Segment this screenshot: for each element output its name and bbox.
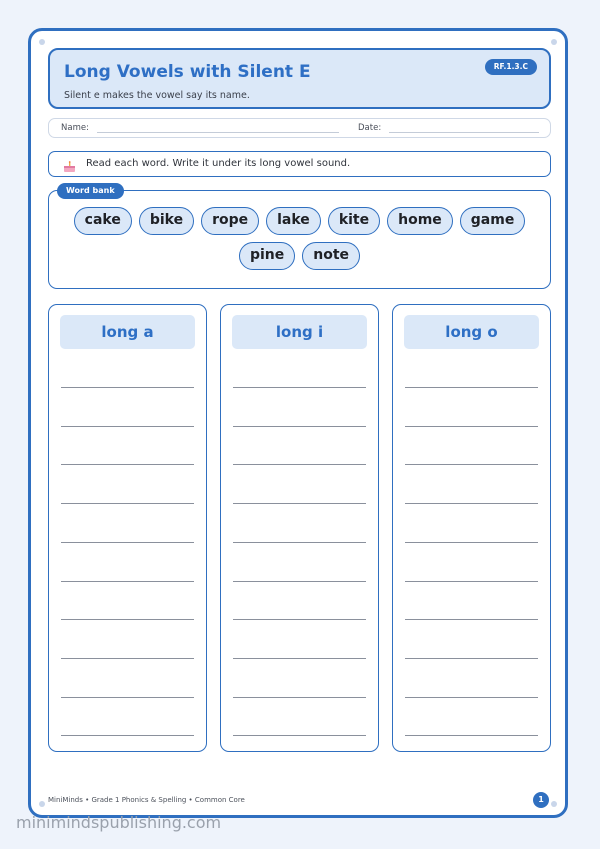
word-bank [48,186,551,289]
word-chip: note [302,242,360,270]
write-line[interactable] [405,542,538,543]
write-line[interactable] [61,697,194,698]
word-chip: pine [239,242,295,270]
instruction-text: Read each word. Write it under its long vowel sound. [86,158,351,169]
write-line[interactable] [233,697,366,698]
word-bank-label: Word bank [57,183,124,199]
date-label: Date: [358,123,382,133]
column-heading: long o [404,315,539,349]
write-line[interactable] [405,581,538,582]
write-line[interactable] [233,581,366,582]
write-line[interactable] [405,658,538,659]
corner-dot [39,801,45,807]
write-line[interactable] [233,735,366,736]
word-chip: game [460,207,526,235]
word-chip: lake [266,207,321,235]
write-line[interactable] [61,503,194,504]
page-number: 1 [533,792,549,808]
write-line[interactable] [233,658,366,659]
write-line[interactable] [233,503,366,504]
write-line[interactable] [61,581,194,582]
word-chip: kite [328,207,380,235]
column-heading: long i [232,315,367,349]
page-subtitle: Silent e makes the vowel say its name. [64,90,250,101]
word-chip: cake [74,207,132,235]
write-line[interactable] [233,542,366,543]
page-title: Long Vowels with Silent E [64,62,311,82]
write-line[interactable] [405,697,538,698]
word-chip: rope [201,207,259,235]
write-line[interactable] [233,426,366,427]
write-line[interactable] [405,426,538,427]
name-date-row [48,118,551,138]
word-bank-chips [63,207,536,270]
standard-badge: RF.1.3.C [485,59,537,75]
date-field[interactable] [389,132,539,133]
write-line[interactable] [405,735,538,736]
word-chip: home [387,207,453,235]
corner-dot [551,39,557,45]
write-line[interactable] [61,387,194,388]
write-line[interactable] [233,619,366,620]
cake-icon [63,158,76,170]
long-i-column [220,304,379,752]
corner-dot [551,801,557,807]
write-line[interactable] [61,658,194,659]
name-field[interactable] [97,132,339,133]
worksheet-header [48,48,551,109]
write-line[interactable] [61,464,194,465]
long-o-column [392,304,551,752]
corner-dot [39,39,45,45]
write-line[interactable] [233,387,366,388]
word-chip: bike [139,207,194,235]
write-line[interactable] [61,542,194,543]
name-label: Name: [61,123,89,133]
write-line[interactable] [61,619,194,620]
write-line[interactable] [405,464,538,465]
column-heading: long a [60,315,195,349]
long-a-column [48,304,207,752]
instruction-box [48,151,551,177]
write-line[interactable] [405,619,538,620]
write-line[interactable] [233,464,366,465]
write-line[interactable] [405,387,538,388]
write-line[interactable] [405,503,538,504]
watermark: minimindspublishing.com [16,813,222,832]
write-line[interactable] [61,426,194,427]
footer-credit: MiniMinds • Grade 1 Phonics & Spelling • Common Core [48,796,245,804]
write-line[interactable] [61,735,194,736]
